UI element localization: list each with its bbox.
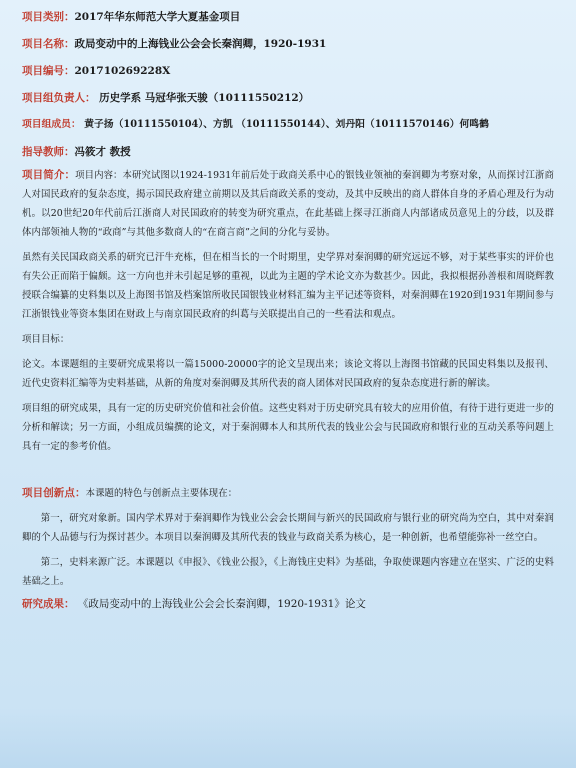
field-label: 项目类别： [22,11,75,23]
innovation-point-1: 第一，研究对象新。国内学术界对于秦润卿作为钱业公会会长期间与新兴的民国政府与银行业的研究尚为空白，其中对秦润卿的个人品德与行为探讨甚少。本项目以秦润卿及其所代表的钱业与政商关系为核心，是一种创新，也希望能弥补一丝空白。 [22,513,554,543]
field-value: 《政局变动中的上海钱业公会会长秦润卿，1920-1931》论文 [74,598,366,610]
field-label: 项目编号： [22,65,75,77]
field-result [22,597,554,611]
field-value: 201710269228X [74,65,171,77]
intro-goal: 论文。本课题组的主要研究成果将以一篇15000-20000字的论文呈现出来；该论文将以上海图书馆藏的民国史料集以及报刊、近代史资料汇编等为史料基础，从新的角度对秦润卿及其所代表的商人团体对民国政府的复杂态度进行新的解读。 [22,359,554,389]
intro-value: 项目组的研究成果，具有一定的历史研究价值和社会价值。这些史料对于历史研究具有较大的应用价值，有待于进行更进一步的分析和解读；另一方面，小组成员编撰的论文，对于秦润卿本人和其所代表的钱业公会与民国政府和银行业的互动关系等问题上具有一定的参考价值。 [22,403,554,452]
page-bottom-shade [0,708,576,768]
innovation-lead: 本课题的特色与创新点主要体现在： [85,488,238,499]
field-label: 指导教师： [22,146,75,158]
field-label: 项目组负责人： [22,92,96,104]
field-value: 政局变动中的上海钱业公会会长秦润卿，1920-1931 [74,38,327,50]
intro-background: 虽然有关民国政商关系的研究已汗牛充栋，但在相当长的一个时期里，史学界对秦润卿的研究远远不够，对于某些事实的评价也有失公正而陷于偏颇。这一方向也并未引起足够的重视，以此为主题的学术论文亦为数甚少。因此，我拟根据孙善根和周晓辉教授联合编纂的史料集以及上海图书馆及档案馆所收民国银钱业材料汇编为主平记述等资料，对秦润卿在1920到1931年期间参与江浙银钱业等资本集团在财政上与南京国民政府的纠葛与关联提出自己的一些看法和观点。 [22,252,554,320]
innovation-heading [22,484,554,503]
field-label: 项目名称： [22,38,75,50]
field-project-number [22,64,554,78]
field-value: 黄子扬（10111550104）、方凯 （10111550144）、刘丹阳（10111570146）何鸣鹤 [80,119,489,130]
field-value: 历史学系 马冠华张天骏（10111550212） [95,92,310,104]
field-label: 项目组成员： [22,119,81,130]
field-project-name [22,37,554,51]
intro-label: 项目简介： [22,169,76,181]
intro-content: 项目内容：本研究试图以1924-1931年前后处于政商关系中心的银钱业领袖的秦润卿为考察对象，从而探讨江浙商人对国民政府的复杂态度，揭示国民政府建立前期以及其后商政关系的变动，及其中反映出的商人群体自身的矛盾心理及行为动机。以20世纪20年代前后江浙商人对民国政府的转变为研究重点，在此基础上探寻江浙商人内部诸成员意见上的分歧，以及群体内部领袖人物的“政商”与其他多数商人的“在商言商”之间的分化与妥协。 [22,170,555,238]
field-category [22,10,554,24]
field-value: 2017年华东师范大学大夏基金项目 [74,11,241,23]
field-advisor [22,145,554,159]
field-project-leader [22,91,554,105]
field-value: 冯筱才 教授 [74,146,131,158]
intro-goal-heading: 项目目标： [22,334,70,345]
innovation-label: 项目创新点： [22,487,86,499]
intro-paragraph [22,166,554,242]
field-project-members [22,118,554,132]
field-label: 研究成果： [22,598,75,610]
innovation-point-2: 第二，史料来源广泛。本课题以《申报》、《钱业公报》，《上海钱庄史料》为基础，争取使课题内容建立在坚实、广泛的史料基础之上。 [22,557,554,587]
